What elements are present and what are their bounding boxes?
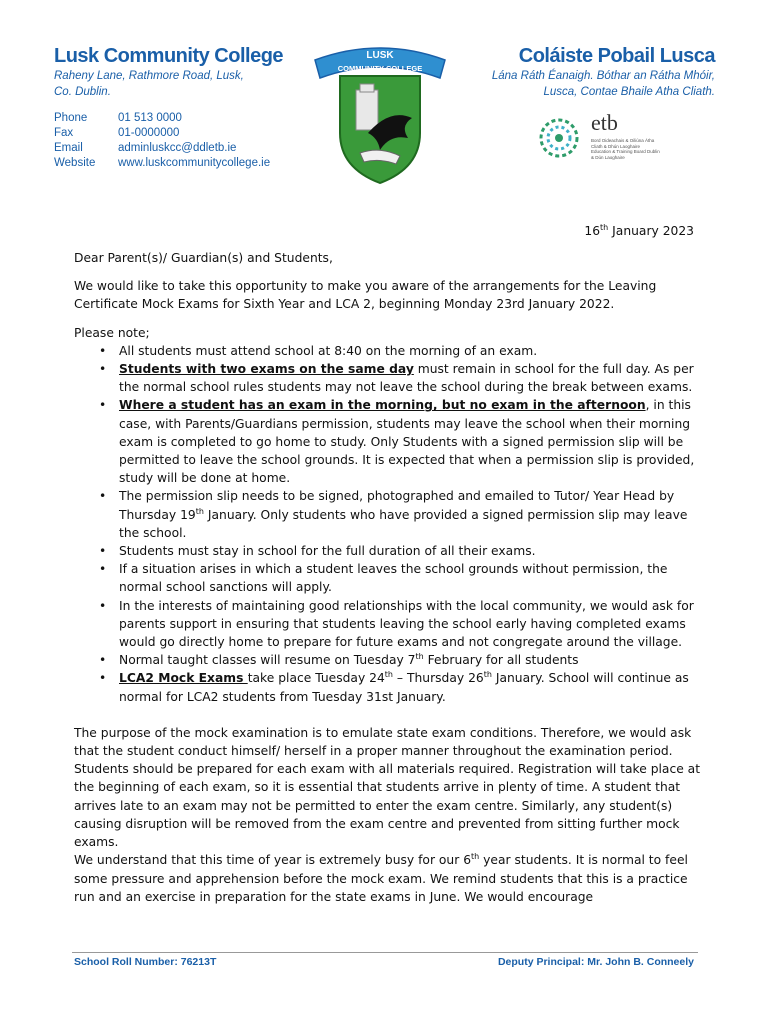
address-ga-line2: Lusca, Contae Bhaile Atha Cliath. bbox=[543, 86, 715, 98]
school-name-en: Lusk Community College bbox=[54, 45, 284, 67]
paragraph-text: year students. It is normal to feel some pressure and apprehension before the mock exam. We remind students that this is a practice run and an exercise in preparation for the state exams in June. We would encourage bbox=[74, 853, 688, 904]
school-crest bbox=[300, 38, 460, 188]
superscript: th bbox=[384, 670, 394, 680]
bullet-text: All students must attend school at 8:40 on the morning of an exam. bbox=[119, 343, 538, 358]
bullet-emphasis: Where a student has an exam in the morning, but no exam in the afternoon bbox=[119, 398, 646, 413]
contact-label: Email bbox=[54, 142, 83, 154]
salutation: Dear Parent(s)/ Guardian(s) and Students, bbox=[74, 251, 333, 265]
contact-fax bbox=[54, 126, 270, 141]
etb-swirl-icon bbox=[535, 108, 585, 168]
etb-small-text: Bord Oideachais & Oiliúna Átha Cliath & Dhún Laoghaire Education & Training Board Dublin & Dún Laoghaire bbox=[591, 138, 660, 160]
school-name-ga: Coláiste Pobail Lusca bbox=[518, 45, 715, 67]
bullet-text: The permission slip needs to be signed, photographed and emailed to Tutor/ Year Head by Thursday 19 bbox=[119, 489, 675, 522]
footer-roll-number: School Roll Number: 76213T bbox=[74, 956, 217, 968]
contact-phone bbox=[54, 111, 270, 126]
list-item bbox=[74, 487, 702, 542]
address-en-line2: Co. Dublin. bbox=[54, 86, 111, 98]
superscript: th bbox=[483, 670, 492, 680]
crest-banner-bottom: COMMUNITY COLLEGE bbox=[337, 64, 423, 73]
bullet-text: Normal taught classes will resume on Tuesday 7 bbox=[119, 653, 416, 668]
list-item bbox=[74, 651, 702, 669]
list-item bbox=[74, 342, 702, 360]
contact-website bbox=[54, 156, 270, 171]
date-rest: January 2023 bbox=[608, 224, 694, 238]
contact-value: 01 513 0000 bbox=[118, 112, 182, 124]
date-suffix: th bbox=[600, 222, 609, 232]
etb-logo-text: etb bbox=[591, 110, 618, 135]
contact-label: Website bbox=[54, 157, 96, 169]
superscript: th bbox=[471, 852, 480, 862]
superscript: th bbox=[415, 652, 424, 662]
intro-paragraph: We would like to take this opportunity to make you aware of the arrangements for the Leaving Certificate Mock Exams for Sixth Year and LCA 2, beginning Monday 23rd January 2022. bbox=[74, 279, 657, 312]
list-item bbox=[74, 560, 702, 596]
address-en bbox=[54, 68, 244, 100]
bullet-emphasis: Students with two exams on the same day bbox=[119, 362, 414, 377]
crest-banner-top: LUSK bbox=[366, 50, 394, 61]
bullet-text: take place Tuesday 24 bbox=[247, 671, 385, 686]
bullet-text: , in this case, with Parents/Guardians permission, students may leave the school when their morning exam is completed to go home to study. Only Students with a signed permission slip will be permitted to leave the school grounds. It is expected that when a permission slip is provided, study will be done at home. bbox=[119, 398, 695, 486]
list-item bbox=[74, 360, 702, 396]
address-en-line1: Raheny Lane, Rathmore Road, Lusk, bbox=[54, 70, 244, 82]
contact-label: Fax bbox=[54, 127, 74, 139]
bullet-emphasis: LCA2 Mock Exams bbox=[119, 671, 248, 686]
bullet-text: February for all students bbox=[423, 653, 579, 668]
list-item bbox=[74, 396, 702, 487]
list-item bbox=[74, 669, 702, 705]
list-item bbox=[74, 542, 702, 560]
bullet-text: Students must stay in school for the full duration of all their exams. bbox=[119, 544, 536, 559]
contact-value: 01-0000000 bbox=[118, 127, 180, 139]
bullet-text: If a situation arises in which a student leaves the school grounds without permission, the normal school sanctions will apply. bbox=[119, 562, 668, 595]
superscript: th bbox=[195, 506, 204, 516]
please-note: Please note; bbox=[74, 325, 150, 340]
bullet-text: must remain in school for the full day. As per the normal school rules students may not leave the school during the break between exams. bbox=[119, 362, 694, 395]
contact-value[interactable]: www.luskcommunitycollege.ie bbox=[118, 157, 271, 169]
date-day: 16 bbox=[584, 224, 601, 238]
bullet-text: January. Only students who have provided a signed permission slip may leave the school. bbox=[119, 507, 688, 540]
contact-label: Phone bbox=[54, 112, 88, 124]
footer-deputy-principal: Deputy Principal: Mr. John B. Conneely bbox=[497, 956, 694, 968]
letter-date bbox=[584, 222, 694, 240]
understand-paragraph bbox=[74, 851, 702, 906]
letter-body bbox=[74, 249, 702, 906]
purpose-paragraph: The purpose of the mock examination is to emulate state exam conditions. Therefore, we would ask that the student conduct himself/ herself in a proper manner throughout the examination period. Students should be prepared for each exam with all materials required. Registration will take place at the beginning of each exam, so it is essential that students arrive in plenty of time. A student that arrives late to an exam may not be permitted to enter the exam centre. Similarly, any student(s) causing disruption will be removed from the exam centre and prevented from sitting further mock exams. bbox=[74, 725, 701, 850]
paragraph-text: We understand that this time of year is extremely busy for our 6 bbox=[74, 853, 472, 868]
crest-icon bbox=[300, 38, 460, 188]
bullet-text: January. School will continue as normal for LCA2 students from Tuesday 31st January. bbox=[119, 671, 689, 704]
notes-list bbox=[74, 342, 702, 706]
address-ga-line1: Lána Ráth Éanaigh. Bóthar an Rátha Mhóir, bbox=[491, 70, 715, 82]
contact-value[interactable]: adminluskcc@ddletb.ie bbox=[118, 142, 237, 154]
etb-logo bbox=[535, 108, 665, 168]
bullet-text: In the interests of maintaining good relationships with the local community, we would ask for parents support in ensuring that students leaving the school early having completed exams would go directly home to prepare for future exams and not congregate around the village. bbox=[119, 598, 694, 650]
contact-block bbox=[54, 111, 270, 171]
footer-divider bbox=[72, 952, 698, 953]
list-item bbox=[74, 597, 702, 652]
bullet-text: – Thursday 26 bbox=[393, 671, 484, 686]
contact-email bbox=[54, 141, 270, 156]
address-ga bbox=[492, 68, 715, 100]
